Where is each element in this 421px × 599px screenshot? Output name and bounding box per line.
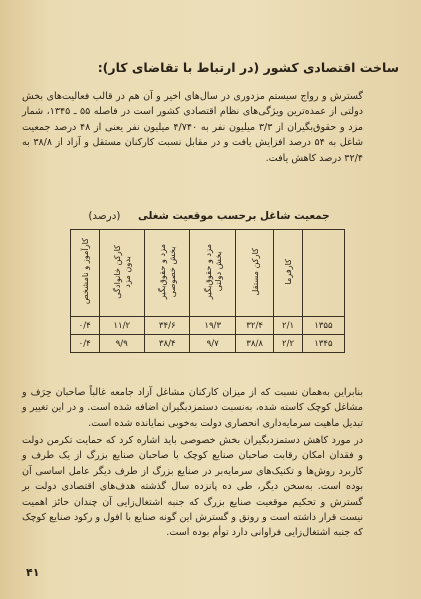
header-unpaid-family: کارکن خانوادگی بدون مزد [99, 230, 144, 317]
table-cell: ۱۱/۲ [99, 317, 144, 335]
header-private-wage: مزد و حقوق‌بگیر بخش خصوصی [144, 230, 189, 317]
table-cell: ۳۸/۴ [144, 335, 189, 353]
header-year [302, 230, 344, 317]
table-unit: (درصد) [88, 210, 121, 222]
table-row [71, 335, 345, 353]
table-cell: ۲/۲ [274, 335, 302, 353]
table-cell: ۰/۴ [71, 335, 100, 353]
paragraph-private-sector: در مورد کاهش دستمزدبگیران بخش خصوصی باید اشاره کرد که حمایت تکرمن دولت و فقدان امکان رقابت صاحبان صنایع کوچک با صاحبان صنایع بزرگ از یک طرف و کاربرد روش‌ها و تکنیک‌های سرمایه‌بر در صنایع بزرگ از طرف دیگر عامل اساسی آن بوده است. به‌سخن دیگر، طی ده پانزده سال گذشته هدف‌های اقتصادی دولت بر گسترش و تحکیم موقعیت صنایع بزرگ که جنبه اشتغال‌زایی آن چندان حائز اهمیت نیست قرار داشته است و رونق و گسترش این گونه صنایع با افول و رکود صنایع کوچک که جنبه اشتغال‌زایی فراوانی دارد توأم بوده است. [22, 435, 363, 539]
table-cell: ۳۲/۴ [235, 317, 273, 335]
table-cell: ۳۸/۸ [235, 335, 273, 353]
table-caption [69, 209, 349, 223]
page-number: ۴۱ [26, 566, 40, 579]
paragraph-conclusion: بنابراین به‌همان نسبت که از میزان کارکنان مشاغل آزاد جامعه غالباً صاحبان حِرَف و مشاغل کوچک کاسته شده، به‌نسبت دستمزدبگیران اضافه شده است. و در این تغییر و تبدیل ماهیت سرمایه‌داری انحصاری دولت به‌خوبی نمایانده شده است. [22, 387, 363, 429]
table-title: جمعیت شاغل برحسب موقعیت شغلی [138, 210, 330, 222]
employment-table [70, 229, 345, 353]
table-cell: ۹/۹ [99, 335, 144, 353]
header-public-wage: مزد و حقوق‌بگیر بخش دولتی [190, 230, 235, 317]
header-employer: کارفرما [274, 230, 302, 317]
table-cell: ۱۹/۳ [190, 317, 235, 335]
table-cell: ۲/۱ [274, 317, 302, 335]
table-header-row [71, 230, 345, 317]
table-cell: ۱۳۵۵ [302, 317, 344, 335]
table-cell: ۹/۷ [190, 335, 235, 353]
header-self-employed: کارکن مستقل [235, 230, 273, 317]
header-apprentice-unknown: کارآموز و نامشخص [71, 230, 100, 317]
paragraph-intro: گسترش و رواج سیستم مزدوری در سال‌های اخیر و آن هم در قالب فعالیت‌های بخش دولتی از عمده‌ترین ویژگی‌های نظام اقتصادی کشور است در فاصله ۵۵ ـ ۱۳۴۵، شمار مزد و حقوق‌بگیران از ۳/۳ میلیون نفر به ۴/۷۴۰ میلیون نفر یعنی از ۴۸ درصد جمعیت شاغل به ۵۴ درصد افزایش یافت و در مقابل نسبت کارکنان مستقل و آزاد از ۳۸/۸ به ۳۲/۴ درصد کاهش یافت. [22, 91, 364, 164]
table-row [71, 317, 345, 335]
section-heading: ساخت اقتصادی کشور (در ارتباط با تقاضای کار): [97, 60, 399, 75]
table-cell: ۳۴/۶ [144, 317, 189, 335]
table-cell: ۰/۴ [71, 317, 100, 335]
table-cell: ۱۳۴۵ [302, 335, 344, 353]
